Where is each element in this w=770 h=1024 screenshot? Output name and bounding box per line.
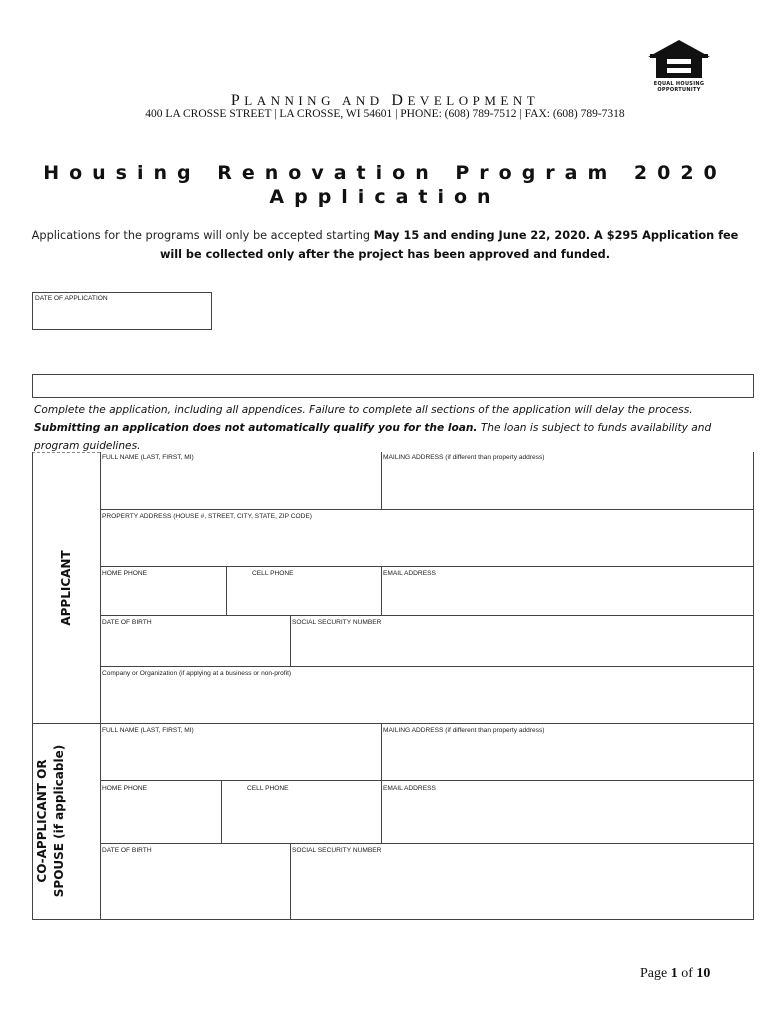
cell-phone-label: CELL PHONE bbox=[252, 570, 294, 577]
email-label: EMAIL ADDRESS bbox=[383, 785, 436, 792]
applicant-full-name-field[interactable] bbox=[100, 452, 382, 510]
org-address: 400 LA CROSSE STREET | LA CROSSE, WI 54601 | PHONE: (608) 789-7512 | FAX: (608) 789-7318 bbox=[145, 108, 625, 120]
mailing-address-label: MAILING ADDRESS (if different than property address) bbox=[383, 727, 545, 734]
coapplicant-home-phone-field[interactable] bbox=[100, 780, 222, 844]
org-name: PLANNING AND DEVELOPMENT bbox=[230, 92, 540, 109]
instructions-text: Complete the application, including all appendices. Failure to complete all sections of the application will delay the process. Submitting an application does not automatically qualify you for the loan. The loan is subject to funds availability and program guidelines. bbox=[34, 404, 712, 452]
applicant-property-address-field[interactable] bbox=[100, 509, 754, 567]
mailing-address-label: MAILING ADDRESS (if different than property address) bbox=[383, 454, 545, 461]
coapplicant-cell-phone-field[interactable] bbox=[221, 780, 382, 844]
applicant-cell-phone-field[interactable] bbox=[226, 566, 382, 616]
coapplicant-mailing-address-field[interactable] bbox=[381, 723, 754, 781]
intro-text: Applications for the programs will only be accepted starting May 15 and ending June 22, 2020. A $295 Application fee will be collected only after the project has been approved and funded. bbox=[31, 229, 739, 261]
house-icon bbox=[648, 40, 710, 82]
date-of-application-field[interactable] bbox=[32, 292, 212, 330]
company-label: Company or Organization (if applying at a business or non-profit) bbox=[102, 670, 292, 677]
page-subtitle: Application bbox=[269, 186, 501, 208]
home-phone-label: HOME PHONE bbox=[102, 570, 148, 577]
applicant-mailing-address-field[interactable] bbox=[381, 452, 754, 510]
coapplicant-email-field[interactable] bbox=[381, 780, 754, 844]
full-name-label: FULL NAME (LAST, FIRST, MI) bbox=[102, 727, 194, 734]
full-name-label: FULL NAME (LAST, FIRST, MI) bbox=[102, 454, 194, 461]
section-header-bar bbox=[32, 374, 754, 398]
coapplicant-full-name-field[interactable] bbox=[100, 723, 382, 781]
coapplicant-dob-field[interactable] bbox=[100, 843, 291, 920]
logo-caption-2: OPPORTUNITY bbox=[657, 87, 701, 93]
page-number: Page 1 of 10 bbox=[640, 966, 711, 981]
logo-caption-1: EQUAL HOUSING bbox=[653, 81, 705, 87]
ssn-label: SOCIAL SECURITY NUMBER bbox=[292, 847, 382, 854]
home-phone-label: HOME PHONE bbox=[102, 785, 148, 792]
page-title: Housing Renovation Program 2020 bbox=[43, 162, 727, 184]
applicant-company-field[interactable] bbox=[100, 666, 754, 724]
coapplicant-ssn-field[interactable] bbox=[290, 843, 754, 920]
property-address-label: PROPERTY ADDRESS (HOUSE #, STREET, CITY, STATE, ZIP CODE) bbox=[102, 513, 312, 520]
applicant-section-label: APPLICANT bbox=[59, 550, 73, 626]
equal-housing-logo bbox=[648, 40, 710, 96]
coapplicant-section-label: CO-APPLICANT OR SPOUSE (if applicable) bbox=[35, 744, 66, 898]
applicant-home-phone-field[interactable] bbox=[100, 566, 227, 616]
dob-label: DATE OF BIRTH bbox=[102, 619, 152, 626]
applicant-dob-field[interactable] bbox=[100, 615, 291, 667]
cell-phone-label: CELL PHONE bbox=[247, 785, 289, 792]
date-of-application-label: DATE OF APPLICATION bbox=[35, 295, 108, 302]
email-label: EMAIL ADDRESS bbox=[383, 570, 436, 577]
ssn-label: SOCIAL SECURITY NUMBER bbox=[292, 619, 382, 626]
applicant-email-field[interactable] bbox=[381, 566, 754, 616]
applicant-ssn-field[interactable] bbox=[290, 615, 754, 667]
dob-label: DATE OF BIRTH bbox=[102, 847, 152, 854]
